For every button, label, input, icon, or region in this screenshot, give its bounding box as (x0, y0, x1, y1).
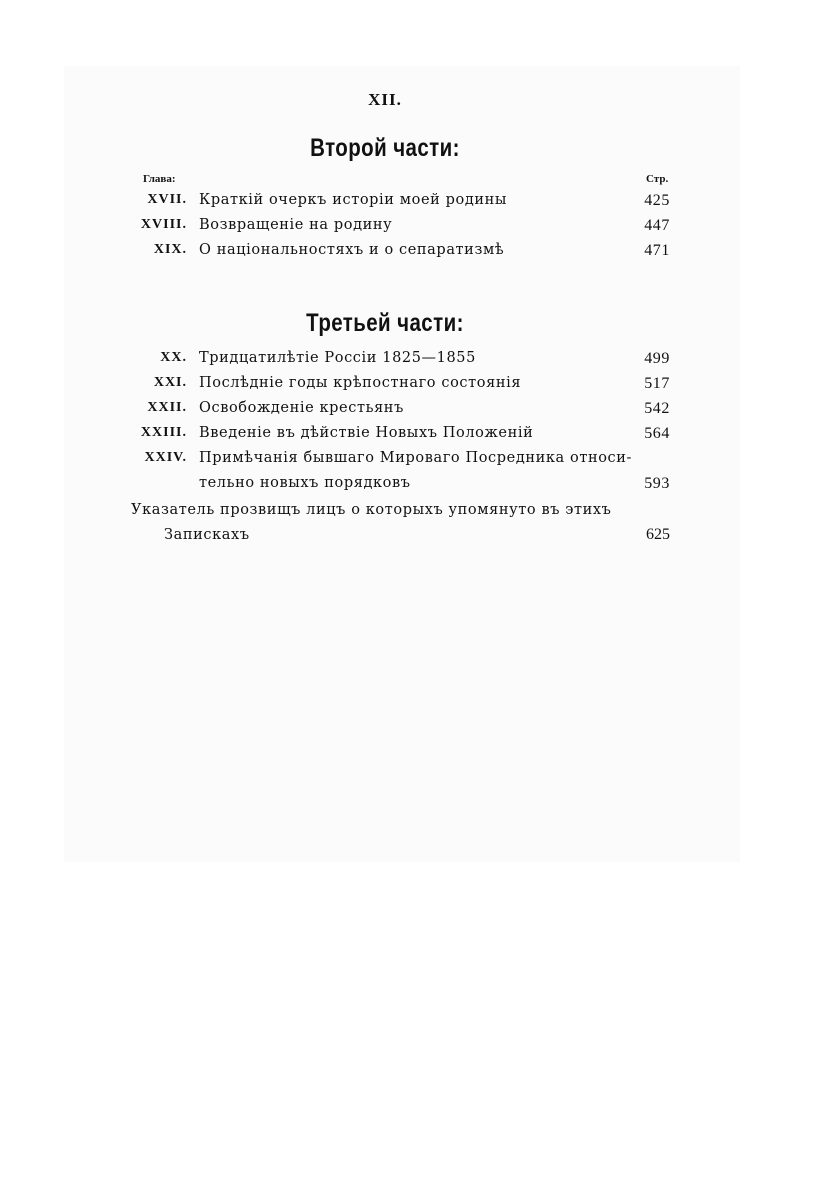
toc-entry (0, 350, 840, 374)
toc-entry (0, 242, 840, 266)
chapter-page: 425 (644, 192, 670, 209)
toc-entry (0, 375, 840, 399)
chapter-number: XVII. (147, 192, 187, 207)
chapter-page: 593 (644, 475, 670, 492)
chapter-number: XXIV. (144, 450, 187, 465)
chapter-title: Введеніе въ дѣйствіе Новыхъ Положеній (199, 425, 534, 441)
toc-entry (0, 450, 840, 500)
page-number: XII. (368, 90, 402, 109)
chapter-title: Примѣчанія бывшаго Мироваго Посредника относи- (199, 450, 633, 466)
chapter-number: XX. (160, 350, 187, 365)
index-entry-page: 625 (646, 526, 670, 543)
toc-entry (0, 192, 840, 216)
toc-entry (0, 217, 840, 241)
section-title-part-two: Второй части: (310, 134, 460, 162)
chapter-title: Возвращеніе на родину (199, 217, 393, 233)
chapter-title: О національностяхъ и о сепаратизмѣ (199, 242, 505, 258)
chapter-page: 564 (644, 425, 670, 442)
chapter-number: XXIII. (140, 425, 187, 440)
chapter-number: XVIII. (140, 217, 187, 232)
index-entry-title-continued: Запискахъ (164, 527, 250, 543)
chapter-number: XXII. (147, 400, 187, 415)
toc-entry (0, 400, 840, 424)
section-title-part-three: Третьей части: (306, 309, 464, 337)
chapter-page: 517 (644, 375, 670, 392)
column-header-chapter: Глава: (143, 173, 176, 185)
chapter-number: XXI. (153, 375, 187, 390)
chapter-page: 471 (644, 242, 670, 259)
chapter-title: Краткій очеркъ исторіи моей родины (199, 192, 508, 208)
chapter-title: Тридцатилѣтіе Россіи 1825—1855 (199, 350, 476, 366)
chapter-title: Послѣдніе годы крѣпостнаго состоянія (199, 375, 522, 391)
toc-entry (0, 425, 840, 449)
column-header-page: Стр. (646, 173, 669, 185)
chapter-number: XIX. (153, 242, 187, 257)
chapter-page: 499 (644, 350, 670, 367)
chapter-title: Освобожденіе крестьянъ (199, 400, 404, 416)
chapter-title-continued: тельно новыхъ порядковъ (199, 475, 411, 491)
chapter-page: 447 (644, 217, 670, 234)
chapter-page: 542 (644, 400, 670, 417)
index-entry-title: Указатель прозвищъ лицъ о которыхъ упомянуто въ этихъ (131, 502, 612, 518)
